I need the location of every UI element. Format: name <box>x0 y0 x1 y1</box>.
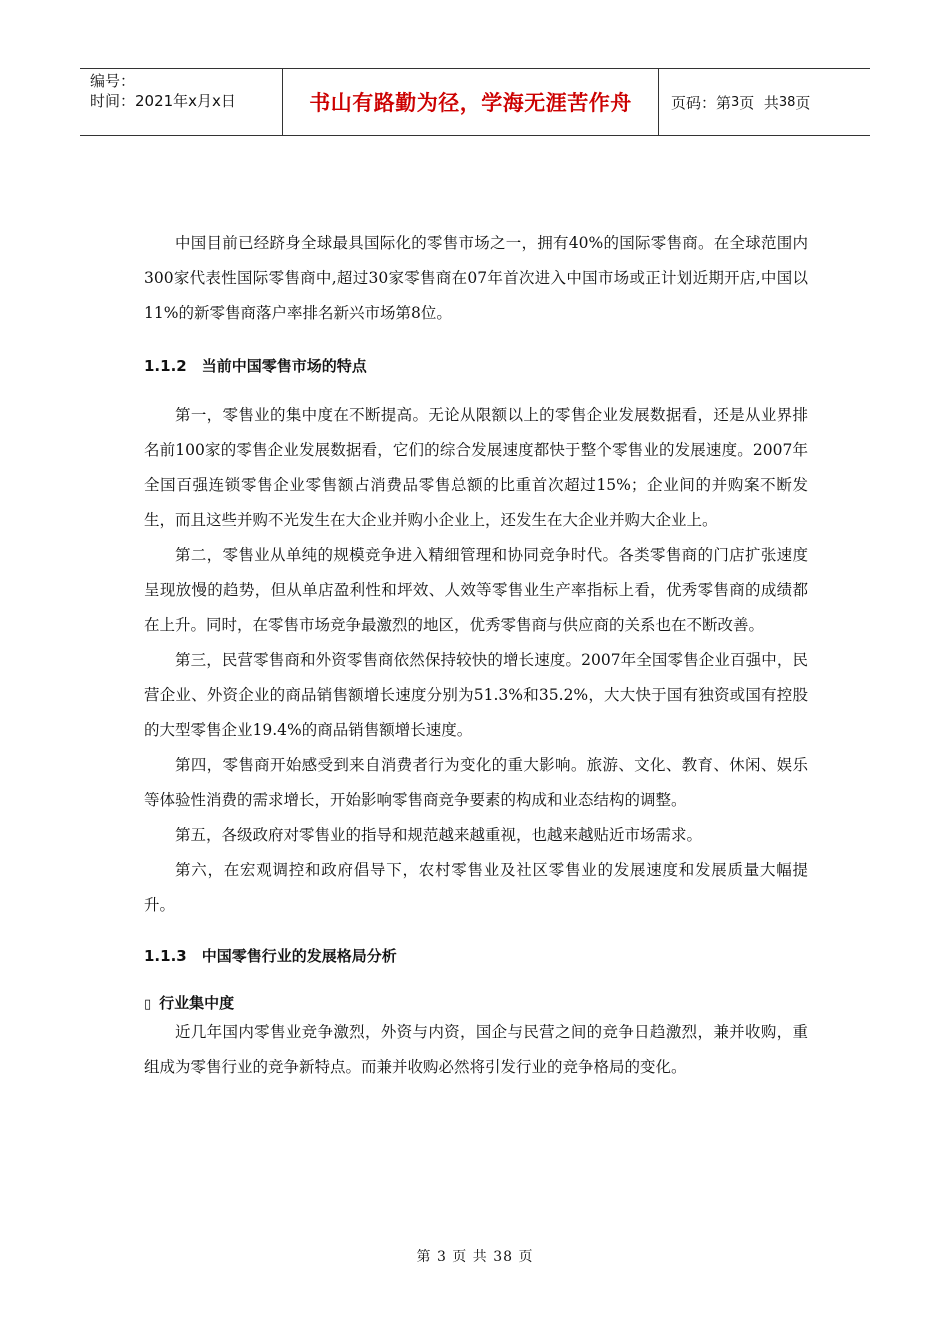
paragraph-third: 第三，民营零售商和外资零售商依然保持较快的增长速度。2007年全国零售企业百强中，民营企业、外资企业的商品销售额增长速度分别为51.3%和35.2%，大大快于国有独资或国有控股的大型零售企业19.4%的商品销售额增长速度。 <box>144 651 808 739</box>
paragraph-fourth: 第四，零售商开始感受到来自消费者行为变化的重大影响。旅游、文化、教育、休闲、娱乐等体验性消费的需求增长，开始影响零售商竞争要素的构成和业态结构的调整。 <box>144 756 808 809</box>
page-total: 38 <box>778 94 796 110</box>
document-body <box>144 226 808 1085</box>
section-heading-1-1-3: 1.1.3 中国零售行业的发展格局分析 <box>144 947 397 965</box>
page-prefix: 页码：第 <box>671 93 732 112</box>
page-suffix: 页 <box>795 93 811 112</box>
paragraph-sixth: 第六，在宏观调控和政府倡导下，农村零售业及社区零售业的发展速度和发展质量大幅提升。 <box>144 861 808 914</box>
bullet-heading <box>144 992 808 1013</box>
page-current: 3 <box>731 94 740 110</box>
header-meta <box>80 69 283 135</box>
number-label: 编号： <box>90 72 136 90</box>
page-footer: 第 3 页 共 38 页 <box>416 1249 534 1265</box>
bullet-icon: ▯ <box>144 997 152 1012</box>
paragraph-first: 第一，零售业的集中度在不断提高。无论从限额以上的零售企业发展数据看，还是从业界排名前100家的零售企业发展数据看，它们的综合发展速度都快于整个零售业的发展速度。2007年全国百强连锁零售企业零售额占消费品零售总额的比重首次超过15%；企业间的并购案不断发生，而且这些并购不光发生在大企业并购小企业上，还发生在大企业并购大企业上。 <box>144 406 808 529</box>
bullet-heading-text: 行业集中度 <box>159 994 235 1012</box>
paragraph-fifth: 第五，各级政府对零售业的指导和规范越来越重视，也越来越贴近市场需求。 <box>175 826 703 844</box>
header-page-info <box>659 69 870 135</box>
section-heading-1-1-2: 1.1.2 当前中国零售市场的特点 <box>144 357 367 375</box>
header-motto: 书山有路勤为径，学海无涯苦作舟 <box>283 69 659 135</box>
paragraph-second: 第二，零售业从单纯的规模竞争进入精细管理和协同竞争时代。各类零售商的门店扩张速度呈现放慢的趋势，但从单店盈利性和坪效、人效等零售业生产率指标上看，优秀零售商的成绩都在上升。同时，在零售市场竞争最激烈的地区，优秀零售商与供应商的关系也在不断改善。 <box>144 546 808 634</box>
paragraph-concentration: 近几年国内零售业竞争激烈，外资与内资，国企与民营之间的竞争日趋激烈，兼并收购，重组成为零售行业的竞争新特点。而兼并收购必然将引发行业的竞争格局的变化。 <box>144 1023 808 1076</box>
page-middle: 页 共 <box>739 93 779 112</box>
date-line: 时间：2021年x月x日 <box>90 92 236 110</box>
paragraph-intro: 中国目前已经跻身全球最具国际化的零售市场之一，拥有40%的国际零售商。在全球范围内300家代表性国际零售商中,超过30家零售商在07年首次进入中国市场或正计划近期开店,中国以11%的新零售商落户率排名新兴市场第8位。 <box>144 234 808 322</box>
document-header <box>80 68 870 136</box>
